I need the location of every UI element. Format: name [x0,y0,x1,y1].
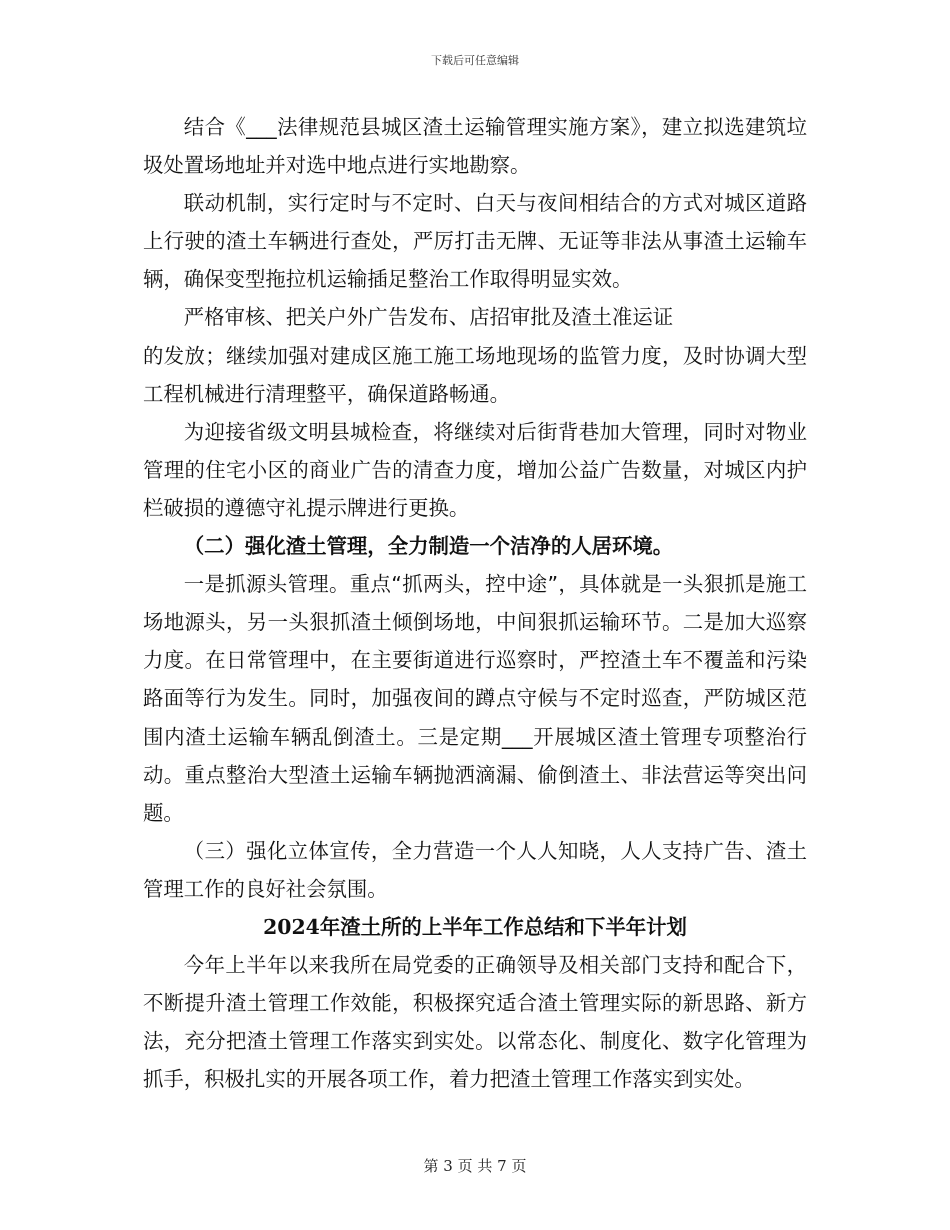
page-number: 第 3 页 共 7 页 [423,1157,527,1175]
paragraph: 的发放；继续加强对建成区施工施工场地现场的监管力度，及时协调大型工程机械进行清理整平，确保道路畅通。 [143,343,807,406]
paragraph: 一是抓源头管理。重点“抓两头，控中途”，具体就是一头狠抓是施工场地源头，另一头狠抓渣土倾倒场地，中间狠抓运输环节。二是加大巡察力度。在日常管理中，在主要街道进行巡察时，严控渣土车不覆盖和污染路面等行为发生。同时，加强夜间的蹲点守候与不定时巡查，严防城区范围内渣土运输车辆乱倒渣土。三是定期___开展城区渣土管理专项整治行动。重点整治大型渣土运输车辆抛洒滴漏、偷倒渣土、非法营运等突出问题。 [143,572,807,825]
paragraph: 严格审核、把关户外广告发布、店招审批及渣土准运证 [183,305,674,330]
page-header: 下载后可任意编辑 [431,54,519,67]
document-title: 2024年渣土所的上半年工作总结和下半年计划 [263,914,687,939]
paragraph: 为迎接省级文明县城检查，将继续对后街背巷加大管理，同时对物业管理的住宅小区的商业广告的清查力度，增加公益广告数量，对城区内护栏破损的遵德守礼提示牌进行更换。 [143,419,807,520]
paragraph: （三）强化立体宣传，全力营造一个人人知晓，人人支持广告、渣土管理工作的良好社会氛围。 [143,838,807,901]
paragraph: 今年上半年以来我所在局党委的正确领导及相关部门支持和配合下，不断提升渣土管理工作效能，积极探究适合渣土管理实际的新思路、新方法，充分把渣土管理工作落实到实处。以常态化、制度化、数字化管理为抓手，积极扎实的开展各项工作，着力把渣土管理工作落实到实处。 [143,953,807,1092]
section-heading: （二）强化渣土管理，全力制造一个洁净的人居环境。 [183,534,674,559]
paragraph: 联动机制，实行定时与不定时、白天与夜间相结合的方式对城区道路上行驶的渣土车辆进行查处，严厉打击无牌、无证等非法从事渣土运输车辆，确保变型拖拉机运输插足整治工作取得明显实效。 [143,191,807,292]
paragraph: 结合《___法律规范县城区渣土运输管理实施方案》，建立拟选建筑垃圾处置场地址并对选中地点进行实地勘察。 [143,115,807,178]
document-body [143,108,807,1098]
